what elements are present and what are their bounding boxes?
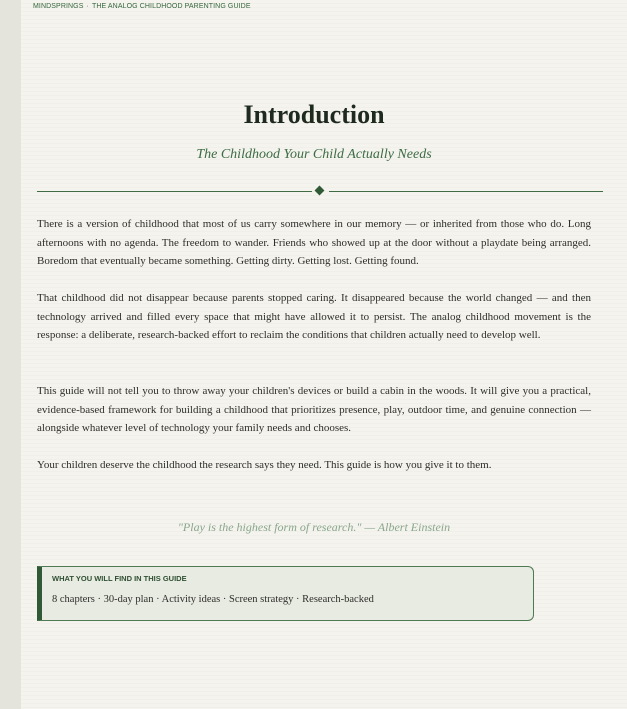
ornamental-divider [37, 185, 603, 197]
running-header [33, 3, 251, 10]
header-separator: · [86, 3, 89, 10]
epigraph-quote: "Play is the highest form of research." — Albert Einstein [177, 520, 451, 534]
body-paragraph-1: There is a version of childhood that most of us carry somewhere in our memory — or inherited from those who do. Long afternoons with no agenda. The freedom to wander. Friends who showed up at the door without a playdate being arranged. Boredom that eventually became something. Getting dirty. Getting lost. Getting found. [37, 218, 591, 268]
chapter-subtitle: The Childhood Your Child Actually Needs [196, 147, 432, 162]
page-margin-strip [0, 0, 21, 709]
body-paragraph-4: Your children deserve the childhood the research says they need. This guide is how you give it to them. [37, 459, 492, 471]
document-page [21, 0, 627, 709]
divider-line-right [329, 191, 603, 192]
brand-name: MINDSPRINGS [33, 3, 84, 10]
divider-line-left [37, 191, 312, 192]
guide-title: THE ANALOG CHILDHOOD PARENTING GUIDE [91, 3, 251, 10]
callout-items: 8 chapters · 30-day plan · Activity ideas · Screen strategy · Research-backed [52, 594, 374, 605]
guide-contents-callout [37, 566, 534, 621]
body-paragraph-2: That childhood did not disappear because parents stopped caring. It disappeared because the world changed — and then technology arrived and filled every space that might have allowed it to persist. The analog childhood movement is the response: a deliberate, research-backed effort to reclaim the conditions that children actually need to develop well. [37, 292, 591, 342]
body-paragraph-3: This guide will not tell you to throw away your children's devices or build a cabin in the woods. It will give you a practical, evidence-based framework for building a childhood that prioritizes presence, play, outdoor time, and genuine connection — alongside whatever level of technology your family needs and chooses. [37, 385, 591, 435]
chapter-title: Introduction [243, 100, 385, 129]
callout-heading: WHAT YOU WILL FIND IN THIS GUIDE [52, 574, 187, 583]
diamond-ornament-icon [315, 186, 325, 196]
